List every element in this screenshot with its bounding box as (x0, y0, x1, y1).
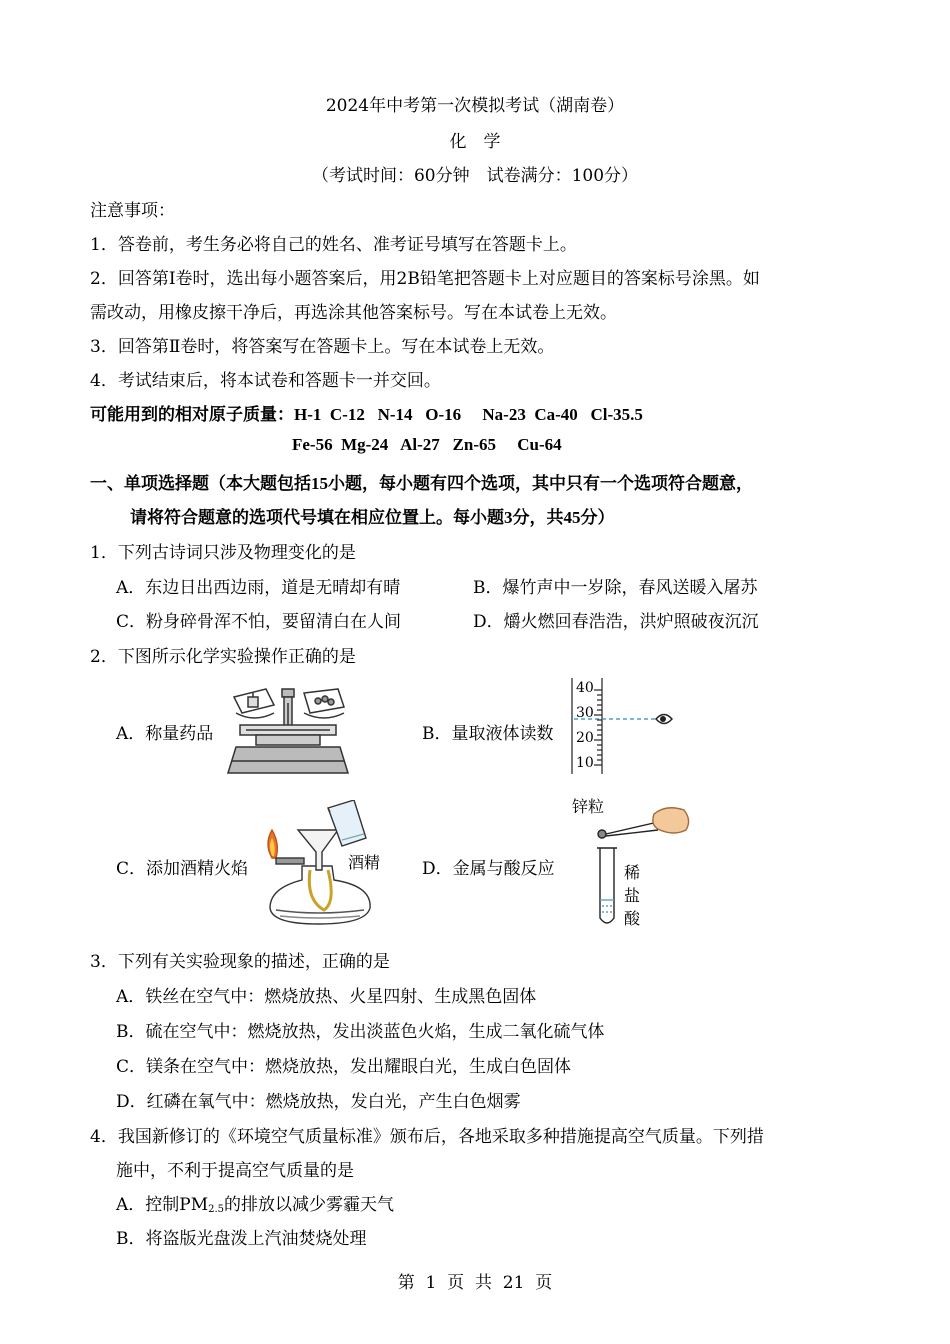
acid-label-2: 盐 (624, 886, 641, 905)
q4-stem: 4．我国新修订的《环境空气质量标准》颁布后，各地采取多种措施提高空气质量。下列措 (90, 1127, 764, 1147)
q4-option-b: B．将盗版光盘泼上汽油焚烧处理 (116, 1229, 367, 1249)
cylinder-tick-30: 30 (576, 705, 594, 721)
q4-stem-cont: 施中，不利于提高空气质量的是 (116, 1161, 354, 1181)
cylinder-tick-40: 40 (576, 680, 594, 696)
q3-option-c: C．镁条在空气中：燃烧放热，发出耀眼白光，生成白色固体 (116, 1057, 572, 1077)
cylinder-tick-10: 10 (576, 755, 594, 771)
acid-label-1: 稀 (624, 863, 641, 882)
section1-heading: 一、单项选择题（本大题包括15小题，每小题有四个选项，其中只有一个选项符合题意， (90, 474, 753, 493)
q2-option-c: C．添加酒精火焰 (116, 859, 249, 879)
cylinder-tick-20: 20 (576, 730, 594, 746)
q1-option-c: C．粉身碎骨浑不怕，要留清白在人间 (116, 612, 402, 632)
q2-option-b: B．量取液体读数 (422, 724, 554, 744)
q4-option-a-sub: 2.5 (208, 1204, 225, 1215)
alcohol-label: 酒精 (348, 853, 381, 872)
eye-icon (656, 715, 672, 724)
q4-option-a-pre: A．控制PM (116, 1195, 209, 1215)
notice-item-2-cont: 需改动，用橡皮擦干净后，再选涂其他答案标号。写在本试卷上无效。 (90, 303, 617, 323)
q1-stem: 1．下列古诗词只涉及物理变化的是 (90, 543, 356, 563)
notice-item-1: 1．答卷前，考生务必将自己的姓名、准考证号填写在答题卡上。 (90, 235, 577, 255)
q2-option-d: D．金属与酸反应 (422, 859, 555, 879)
q3-option-b: B．硫在空气中：燃烧放热，发出淡蓝色火焰，生成二氧化硫气体 (116, 1022, 605, 1042)
balance-figure (226, 683, 350, 778)
q3-stem: 3．下列有关实验现象的描述，正确的是 (90, 952, 390, 972)
q1-option-a: A．东边日出西边雨，道是无晴却有晴 (116, 578, 401, 598)
atomic-masses-line2: Fe-56 Mg-24 Al-27 Zn-65 Cu-64 (292, 435, 562, 454)
notice-item-4: 4．考试结束后，将本试卷和答题卡一并交回。 (90, 371, 441, 391)
exam-title: 2024年中考第一次模拟考试（湖南卷） (325, 96, 625, 116)
q3-option-d: D．红磷在氧气中：燃烧放热，发白光，产生白色烟雾 (116, 1092, 521, 1112)
exam-info: （考试时间：60分钟 试卷满分：100分） (311, 166, 639, 186)
atomic-masses-line1: 可能用到的相对原子质量：H-1 C-12 N-14 O-16 Na-23 Ca-40 Cl-35.5 (90, 405, 643, 424)
acid-label-3: 酸 (624, 909, 641, 928)
q3-option-a: A．铁丝在空气中：燃烧放热、火星四射、生成黑色固体 (116, 987, 537, 1007)
notice-item-2: 2．回答第Ⅰ卷时，选出每小题答案后，用2B铅笔把答题卡上对应题目的答案标号涂黑。如 (90, 269, 760, 289)
page-number: 第 1 页 共 21 页 (397, 1273, 553, 1293)
q2-option-a: A．称量药品 (116, 724, 214, 744)
notice-item-3: 3．回答第Ⅱ卷时，将答案写在答题卡上。写在本试卷上无效。 (90, 337, 555, 357)
zinc-label: 锌粒 (572, 797, 605, 816)
q4-option-a (116, 1190, 394, 1215)
q1-option-b: B．爆竹声中一岁除，春风送暖入屠苏 (473, 578, 758, 598)
q4-option-a-post: 的排放以减少雾霾天气 (224, 1195, 395, 1215)
q1-option-d: D．爝火燃回春浩浩，洪炉照破夜沉沉 (473, 612, 759, 632)
subject-title: 化 学 (449, 132, 501, 152)
notice-heading: 注意事项： (90, 201, 175, 221)
section1-heading-cont: 请将符合题意的选项代号填在相应位置上。每小题3分，共45分） (130, 508, 615, 527)
q2-stem: 2．下图所示化学实验操作正确的是 (90, 647, 356, 667)
